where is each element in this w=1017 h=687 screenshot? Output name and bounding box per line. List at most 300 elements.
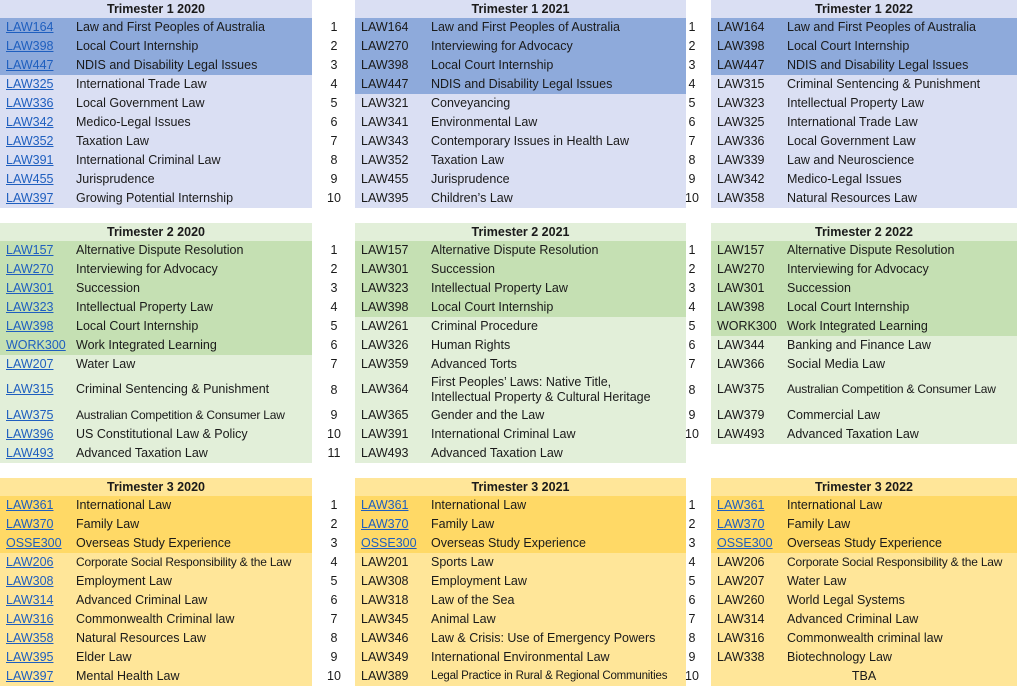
row-number: 2 <box>688 517 696 531</box>
course-row <box>355 374 696 406</box>
course-row <box>0 406 338 425</box>
course-name: Local Court Internship <box>787 39 910 53</box>
row-number: 4 <box>330 555 338 569</box>
course-code: LAW338 <box>717 650 765 664</box>
trimester-title: Trimester 1 2020 <box>0 0 312 18</box>
course-code: WORK300 <box>717 319 777 333</box>
course-name: Criminal Sentencing & Punishment <box>787 77 981 91</box>
course-code: LAW364 <box>361 382 409 396</box>
course-name: International Trade Law <box>76 77 207 91</box>
course-name: Corporate Social Responsibility & the Law <box>76 555 292 569</box>
course-row <box>355 515 696 534</box>
course-name: Advanced Criminal Law <box>76 593 208 607</box>
course-name: Australian Competition & Consumer Law <box>76 408 285 422</box>
course-row <box>355 572 696 591</box>
course-row <box>0 37 338 56</box>
course-row <box>355 94 696 113</box>
course-row <box>355 317 696 336</box>
row-number: 10 <box>685 669 699 683</box>
course-name: Medico-Legal Issues <box>76 115 191 129</box>
course-row <box>711 260 1017 279</box>
course-row <box>355 170 696 189</box>
row-number: 4 <box>688 555 696 569</box>
row-number: 9 <box>688 172 696 186</box>
course-code: LAW447 <box>361 77 409 91</box>
course-row <box>711 374 1017 406</box>
course-code: LAW308 <box>361 574 409 588</box>
course-row <box>0 425 341 444</box>
course-name: Corporate Social Responsibility & the Law <box>787 555 1003 569</box>
course-row <box>355 629 696 648</box>
course-code-link[interactable]: LAW447 <box>6 58 54 72</box>
course-name: Commercial Law <box>787 408 881 422</box>
trimester-title: Trimester 3 2021 <box>355 478 686 496</box>
course-name: Overseas Study Experience <box>431 536 586 550</box>
row-number: 10 <box>685 191 699 205</box>
course-row <box>711 279 1017 298</box>
row-number: 1 <box>688 498 696 512</box>
course-row <box>0 336 338 355</box>
course-code-link[interactable]: LAW336 <box>6 96 54 110</box>
course-code-link[interactable]: LAW314 <box>6 593 54 607</box>
course-code: LAW157 <box>717 243 765 257</box>
course-row <box>711 113 1017 132</box>
course-code-link[interactable]: LAW370 <box>717 517 765 531</box>
row-number: 8 <box>688 383 696 397</box>
course-code: LAW261 <box>361 319 409 333</box>
course-row <box>355 591 696 610</box>
course-name: Interviewing for Advocacy <box>431 39 573 53</box>
course-name: World Legal Systems <box>787 593 905 607</box>
course-name: Elder Law <box>76 650 132 664</box>
course-code: LAW323 <box>717 96 765 110</box>
row-number: 3 <box>330 536 338 550</box>
row-number: 5 <box>330 574 338 588</box>
course-code-link[interactable]: OSSE300 <box>361 536 417 550</box>
course-code-link[interactable]: LAW157 <box>6 243 54 257</box>
course-code-link[interactable]: LAW375 <box>6 408 54 422</box>
row-number: 4 <box>688 77 696 91</box>
course-code-link[interactable]: LAW396 <box>6 427 54 441</box>
course-code-link[interactable]: LAW361 <box>6 498 54 512</box>
trimester-block <box>711 223 1017 463</box>
course-name: Sports Law <box>431 555 494 569</box>
course-code-link[interactable]: LAW164 <box>6 20 54 34</box>
course-row <box>711 170 1017 189</box>
row-number: 7 <box>688 357 696 371</box>
course-row <box>355 189 699 208</box>
course-row <box>355 132 696 151</box>
course-code-link[interactable]: LAW455 <box>6 172 54 186</box>
course-row <box>355 260 696 279</box>
course-row <box>711 132 1017 151</box>
course-code-link[interactable]: OSSE300 <box>717 536 773 550</box>
course-code: LAW366 <box>717 357 765 371</box>
course-code-link[interactable]: LAW323 <box>6 300 54 314</box>
course-name: Law and Neuroscience <box>787 153 915 167</box>
course-row <box>711 496 1017 515</box>
row-number: 2 <box>688 262 696 276</box>
course-code: LAW352 <box>361 153 409 167</box>
course-row <box>0 170 338 189</box>
course-name: Local Government Law <box>787 134 916 148</box>
course-name: Family Law <box>431 517 495 531</box>
row-number: 1 <box>330 243 338 257</box>
course-row <box>355 406 696 425</box>
course-code: LAW455 <box>361 172 409 186</box>
course-row <box>0 496 338 515</box>
course-row <box>0 553 338 572</box>
course-name: Growing Potential Internship <box>76 191 234 205</box>
course-row <box>0 260 338 279</box>
row-number: 6 <box>330 115 338 129</box>
row-number: 7 <box>330 134 338 148</box>
course-code: LAW341 <box>361 115 409 129</box>
course-code: LAW389 <box>361 669 409 683</box>
course-row <box>355 648 696 667</box>
row-number: 9 <box>688 408 696 422</box>
row-number: 8 <box>688 631 696 645</box>
course-code: LAW336 <box>717 134 765 148</box>
course-code: LAW493 <box>361 446 409 460</box>
row-number: 8 <box>330 631 338 645</box>
course-row <box>711 629 1017 648</box>
row-number: 9 <box>330 650 338 664</box>
course-name: Legal Practice in Rural & Regional Communities <box>431 670 668 682</box>
course-name: Environmental Law <box>431 115 538 129</box>
course-code-link[interactable]: LAW397 <box>6 669 54 683</box>
course-name: Employment Law <box>431 574 527 588</box>
trimester-block <box>711 0 1017 208</box>
course-name: Commonwealth criminal law <box>787 631 943 645</box>
course-code: LAW316 <box>717 631 765 645</box>
row-number: 6 <box>688 338 696 352</box>
course-code-link[interactable]: LAW301 <box>6 281 54 295</box>
course-name: US Constitutional Law & Policy <box>76 427 248 441</box>
row-number: 8 <box>330 153 338 167</box>
course-row <box>0 151 338 170</box>
trimester-title: Trimester 3 2022 <box>711 478 1017 496</box>
course-row <box>0 75 338 94</box>
course-name-line: Intellectual Property & Cultural Heritage <box>431 390 651 404</box>
trimester-title: Trimester 2 2022 <box>711 223 1017 241</box>
row-number: 3 <box>688 536 696 550</box>
course-name: Intellectual Property Law <box>76 300 213 314</box>
course-name: Advanced Taxation Law <box>787 427 919 441</box>
course-row <box>355 113 696 132</box>
course-code: LAW345 <box>361 612 409 626</box>
course-row <box>355 336 696 355</box>
row-number: 9 <box>688 650 696 664</box>
course-code: LAW359 <box>361 357 409 371</box>
course-name: Contemporary Issues in Health Law <box>431 134 630 148</box>
course-row <box>0 374 338 406</box>
course-name: Succession <box>431 262 495 276</box>
course-row <box>711 18 1017 37</box>
course-row <box>0 113 338 132</box>
course-name: Gender and the Law <box>431 408 545 422</box>
course-row <box>711 444 1017 463</box>
course-row <box>355 444 686 463</box>
course-name: Human Rights <box>431 338 511 352</box>
row-number: 5 <box>688 96 696 110</box>
course-code: LAW365 <box>361 408 409 422</box>
row-number: 5 <box>688 319 696 333</box>
course-row <box>0 132 338 151</box>
course-name: Intellectual Property Law <box>787 96 924 110</box>
course-row <box>711 572 1017 591</box>
course-name: Criminal Sentencing & Punishment <box>76 382 270 396</box>
course-name: NDIS and Disability Legal Issues <box>431 77 613 91</box>
course-row <box>355 667 699 686</box>
course-code: LAW343 <box>361 134 409 148</box>
course-name: Law and First Peoples of Australia <box>431 20 620 34</box>
course-code-link[interactable]: LAW398 <box>6 319 54 333</box>
row-number: 6 <box>330 338 338 352</box>
course-name: International Law <box>431 498 527 512</box>
row-number: 3 <box>330 58 338 72</box>
course-code-link[interactable]: LAW397 <box>6 191 54 205</box>
course-row <box>711 37 1017 56</box>
course-row <box>711 355 1017 374</box>
course-name: Advanced Criminal Law <box>787 612 919 626</box>
course-row <box>0 648 338 667</box>
row-number: 5 <box>688 574 696 588</box>
course-name: Advanced Taxation Law <box>431 446 563 460</box>
row-number: 10 <box>685 427 699 441</box>
course-code-link[interactable]: LAW315 <box>6 382 54 396</box>
course-code: LAW323 <box>361 281 409 295</box>
course-name-line: First Peoples’ Laws: Native Title, <box>431 375 612 389</box>
course-code: LAW321 <box>361 96 409 110</box>
course-code: LAW375 <box>717 382 765 396</box>
course-name: Advanced Taxation Law <box>76 446 208 460</box>
course-name: Social Media Law <box>787 357 885 371</box>
trimester-block <box>0 478 341 686</box>
course-row <box>0 444 341 463</box>
course-code: LAW325 <box>717 115 765 129</box>
course-name: International Criminal Law <box>76 153 221 167</box>
row-number: 2 <box>330 39 338 53</box>
course-code-link[interactable]: LAW207 <box>6 357 54 371</box>
course-name: NDIS and Disability Legal Issues <box>787 58 969 72</box>
course-code: LAW398 <box>361 300 409 314</box>
course-name: Local Court Internship <box>76 319 199 333</box>
course-code-link[interactable]: LAW325 <box>6 77 54 91</box>
course-code: LAW346 <box>361 631 409 645</box>
course-code: LAW318 <box>361 593 409 607</box>
course-row <box>355 151 696 170</box>
course-name: Alternative Dispute Resolution <box>787 243 955 257</box>
course-code: LAW270 <box>717 262 765 276</box>
trimester-title: Trimester 1 2021 <box>355 0 686 18</box>
course-code: LAW447 <box>717 58 765 72</box>
course-row <box>0 667 341 686</box>
course-name: Work Integrated Learning <box>76 338 217 352</box>
row-number <box>680 444 704 463</box>
course-row <box>355 37 696 56</box>
row-number: 7 <box>330 612 338 626</box>
course-name: International Law <box>76 498 172 512</box>
course-name: International Law <box>787 498 883 512</box>
course-row <box>711 151 1017 170</box>
row-number: 10 <box>327 427 341 441</box>
course-row <box>711 425 1017 444</box>
course-code: LAW398 <box>717 39 765 53</box>
course-row <box>0 572 338 591</box>
course-code-link[interactable]: LAW206 <box>6 555 54 569</box>
course-code-link[interactable]: LAW358 <box>6 631 54 645</box>
course-name: Animal Law <box>431 612 496 626</box>
course-name: Succession <box>787 281 851 295</box>
course-name: Local Court Internship <box>431 300 554 314</box>
course-name: Alternative Dispute Resolution <box>76 243 244 257</box>
course-code-link[interactable]: LAW391 <box>6 153 54 167</box>
course-code: LAW301 <box>717 281 765 295</box>
course-row <box>711 75 1017 94</box>
course-row <box>0 629 338 648</box>
course-code-link[interactable]: LAW361 <box>361 498 409 512</box>
course-code: LAW326 <box>361 338 409 352</box>
course-row <box>355 534 696 553</box>
course-row <box>0 515 338 534</box>
course-row <box>711 317 1017 336</box>
course-row <box>711 336 1017 355</box>
row-number: 2 <box>330 517 338 531</box>
course-code: LAW314 <box>717 612 765 626</box>
trimester-title: Trimester 2 2020 <box>0 223 312 241</box>
course-code-link[interactable]: LAW361 <box>717 498 765 512</box>
trimester-block <box>355 478 699 686</box>
course-row <box>0 189 341 208</box>
course-code: LAW207 <box>717 574 765 588</box>
course-code-link[interactable]: OSSE300 <box>6 536 62 550</box>
course-code-link[interactable]: LAW395 <box>6 650 54 664</box>
row-number: 2 <box>330 262 338 276</box>
course-name: Law and First Peoples of Australia <box>76 20 265 34</box>
row-number: 9 <box>330 408 338 422</box>
row-number: 7 <box>688 134 696 148</box>
course-code-link[interactable]: LAW352 <box>6 134 54 148</box>
row-number: 7 <box>688 612 696 626</box>
course-code-link[interactable]: LAW316 <box>6 612 54 626</box>
course-row <box>355 425 699 444</box>
course-row <box>355 18 696 37</box>
course-name: Interviewing for Advocacy <box>787 262 929 276</box>
trimester-block <box>711 478 1017 686</box>
course-name: Succession <box>76 281 140 295</box>
course-name: Australian Competition & Consumer Law <box>787 382 996 396</box>
course-code: LAW164 <box>361 20 409 34</box>
course-row <box>0 279 338 298</box>
course-row <box>355 56 696 75</box>
trimester-title: Trimester 1 2022 <box>711 0 1017 18</box>
course-code: LAW157 <box>361 243 409 257</box>
course-code: LAW391 <box>361 427 409 441</box>
course-row <box>0 18 338 37</box>
row-number: 4 <box>330 77 338 91</box>
course-name: Advanced Torts <box>431 357 517 371</box>
course-code-link[interactable]: LAW308 <box>6 574 54 588</box>
course-code-link[interactable]: LAW342 <box>6 115 54 129</box>
course-code: LAW206 <box>717 555 765 569</box>
course-code-link[interactable]: LAW493 <box>6 446 54 460</box>
course-code: LAW349 <box>361 650 409 664</box>
course-name: Employment Law <box>76 574 172 588</box>
course-name: Taxation Law <box>76 134 149 148</box>
row-number: 6 <box>688 115 696 129</box>
course-row <box>711 610 1017 629</box>
course-code-link[interactable]: LAW398 <box>6 39 54 53</box>
row-number: 3 <box>330 281 338 295</box>
row-number: 5 <box>330 319 338 333</box>
course-row <box>711 515 1017 534</box>
course-code: LAW260 <box>717 593 765 607</box>
course-name: Local Government Law <box>76 96 205 110</box>
trimester-title: Trimester 3 2020 <box>0 478 312 496</box>
course-row <box>0 56 338 75</box>
trimester-title: Trimester 2 2021 <box>355 223 686 241</box>
course-name: Work Integrated Learning <box>787 319 928 333</box>
course-name: Medico-Legal Issues <box>787 172 902 186</box>
row-number: 3 <box>688 58 696 72</box>
course-code-link[interactable]: LAW270 <box>6 262 54 276</box>
course-name: Interviewing for Advocacy <box>76 262 218 276</box>
course-code: LAW201 <box>361 555 409 569</box>
course-code: LAW493 <box>717 427 765 441</box>
row-number: 6 <box>688 593 696 607</box>
course-name: Local Court Internship <box>787 300 910 314</box>
course-code: LAW398 <box>717 300 765 314</box>
course-name: Family Law <box>76 517 140 531</box>
course-name: Banking and Finance Law <box>787 338 931 352</box>
course-row <box>0 317 338 336</box>
row-number: 6 <box>330 593 338 607</box>
course-row <box>711 553 1017 572</box>
course-name: Water Law <box>787 574 847 588</box>
course-name: Overseas Study Experience <box>787 536 942 550</box>
row-number: 5 <box>330 96 338 110</box>
course-code-link[interactable]: LAW370 <box>361 517 409 531</box>
course-row <box>355 279 696 298</box>
course-name: International Environmental Law <box>431 650 610 664</box>
course-name: Family Law <box>787 517 851 531</box>
course-name <box>431 375 651 405</box>
course-name: Law of the Sea <box>431 593 515 607</box>
course-name: TBA <box>851 669 877 683</box>
course-row <box>711 591 1017 610</box>
course-code-link[interactable]: WORK300 <box>6 338 66 352</box>
course-name: Intellectual Property Law <box>431 281 568 295</box>
course-row <box>0 241 338 260</box>
course-code: LAW315 <box>717 77 765 91</box>
course-name: NDIS and Disability Legal Issues <box>76 58 258 72</box>
course-row <box>711 298 1017 317</box>
course-name: Jurisprudence <box>76 172 155 186</box>
course-row <box>0 298 338 317</box>
course-row <box>355 298 696 317</box>
course-code-link[interactable]: LAW370 <box>6 517 54 531</box>
row-number: 1 <box>330 498 338 512</box>
row-number: 1 <box>688 243 696 257</box>
course-row <box>0 94 338 113</box>
row-number: 1 <box>330 20 338 34</box>
course-row <box>355 75 696 94</box>
row-number: 10 <box>327 191 341 205</box>
course-name: Mental Health Law <box>76 669 180 683</box>
course-row <box>711 241 1017 260</box>
course-name: Biotechnology Law <box>787 650 892 664</box>
